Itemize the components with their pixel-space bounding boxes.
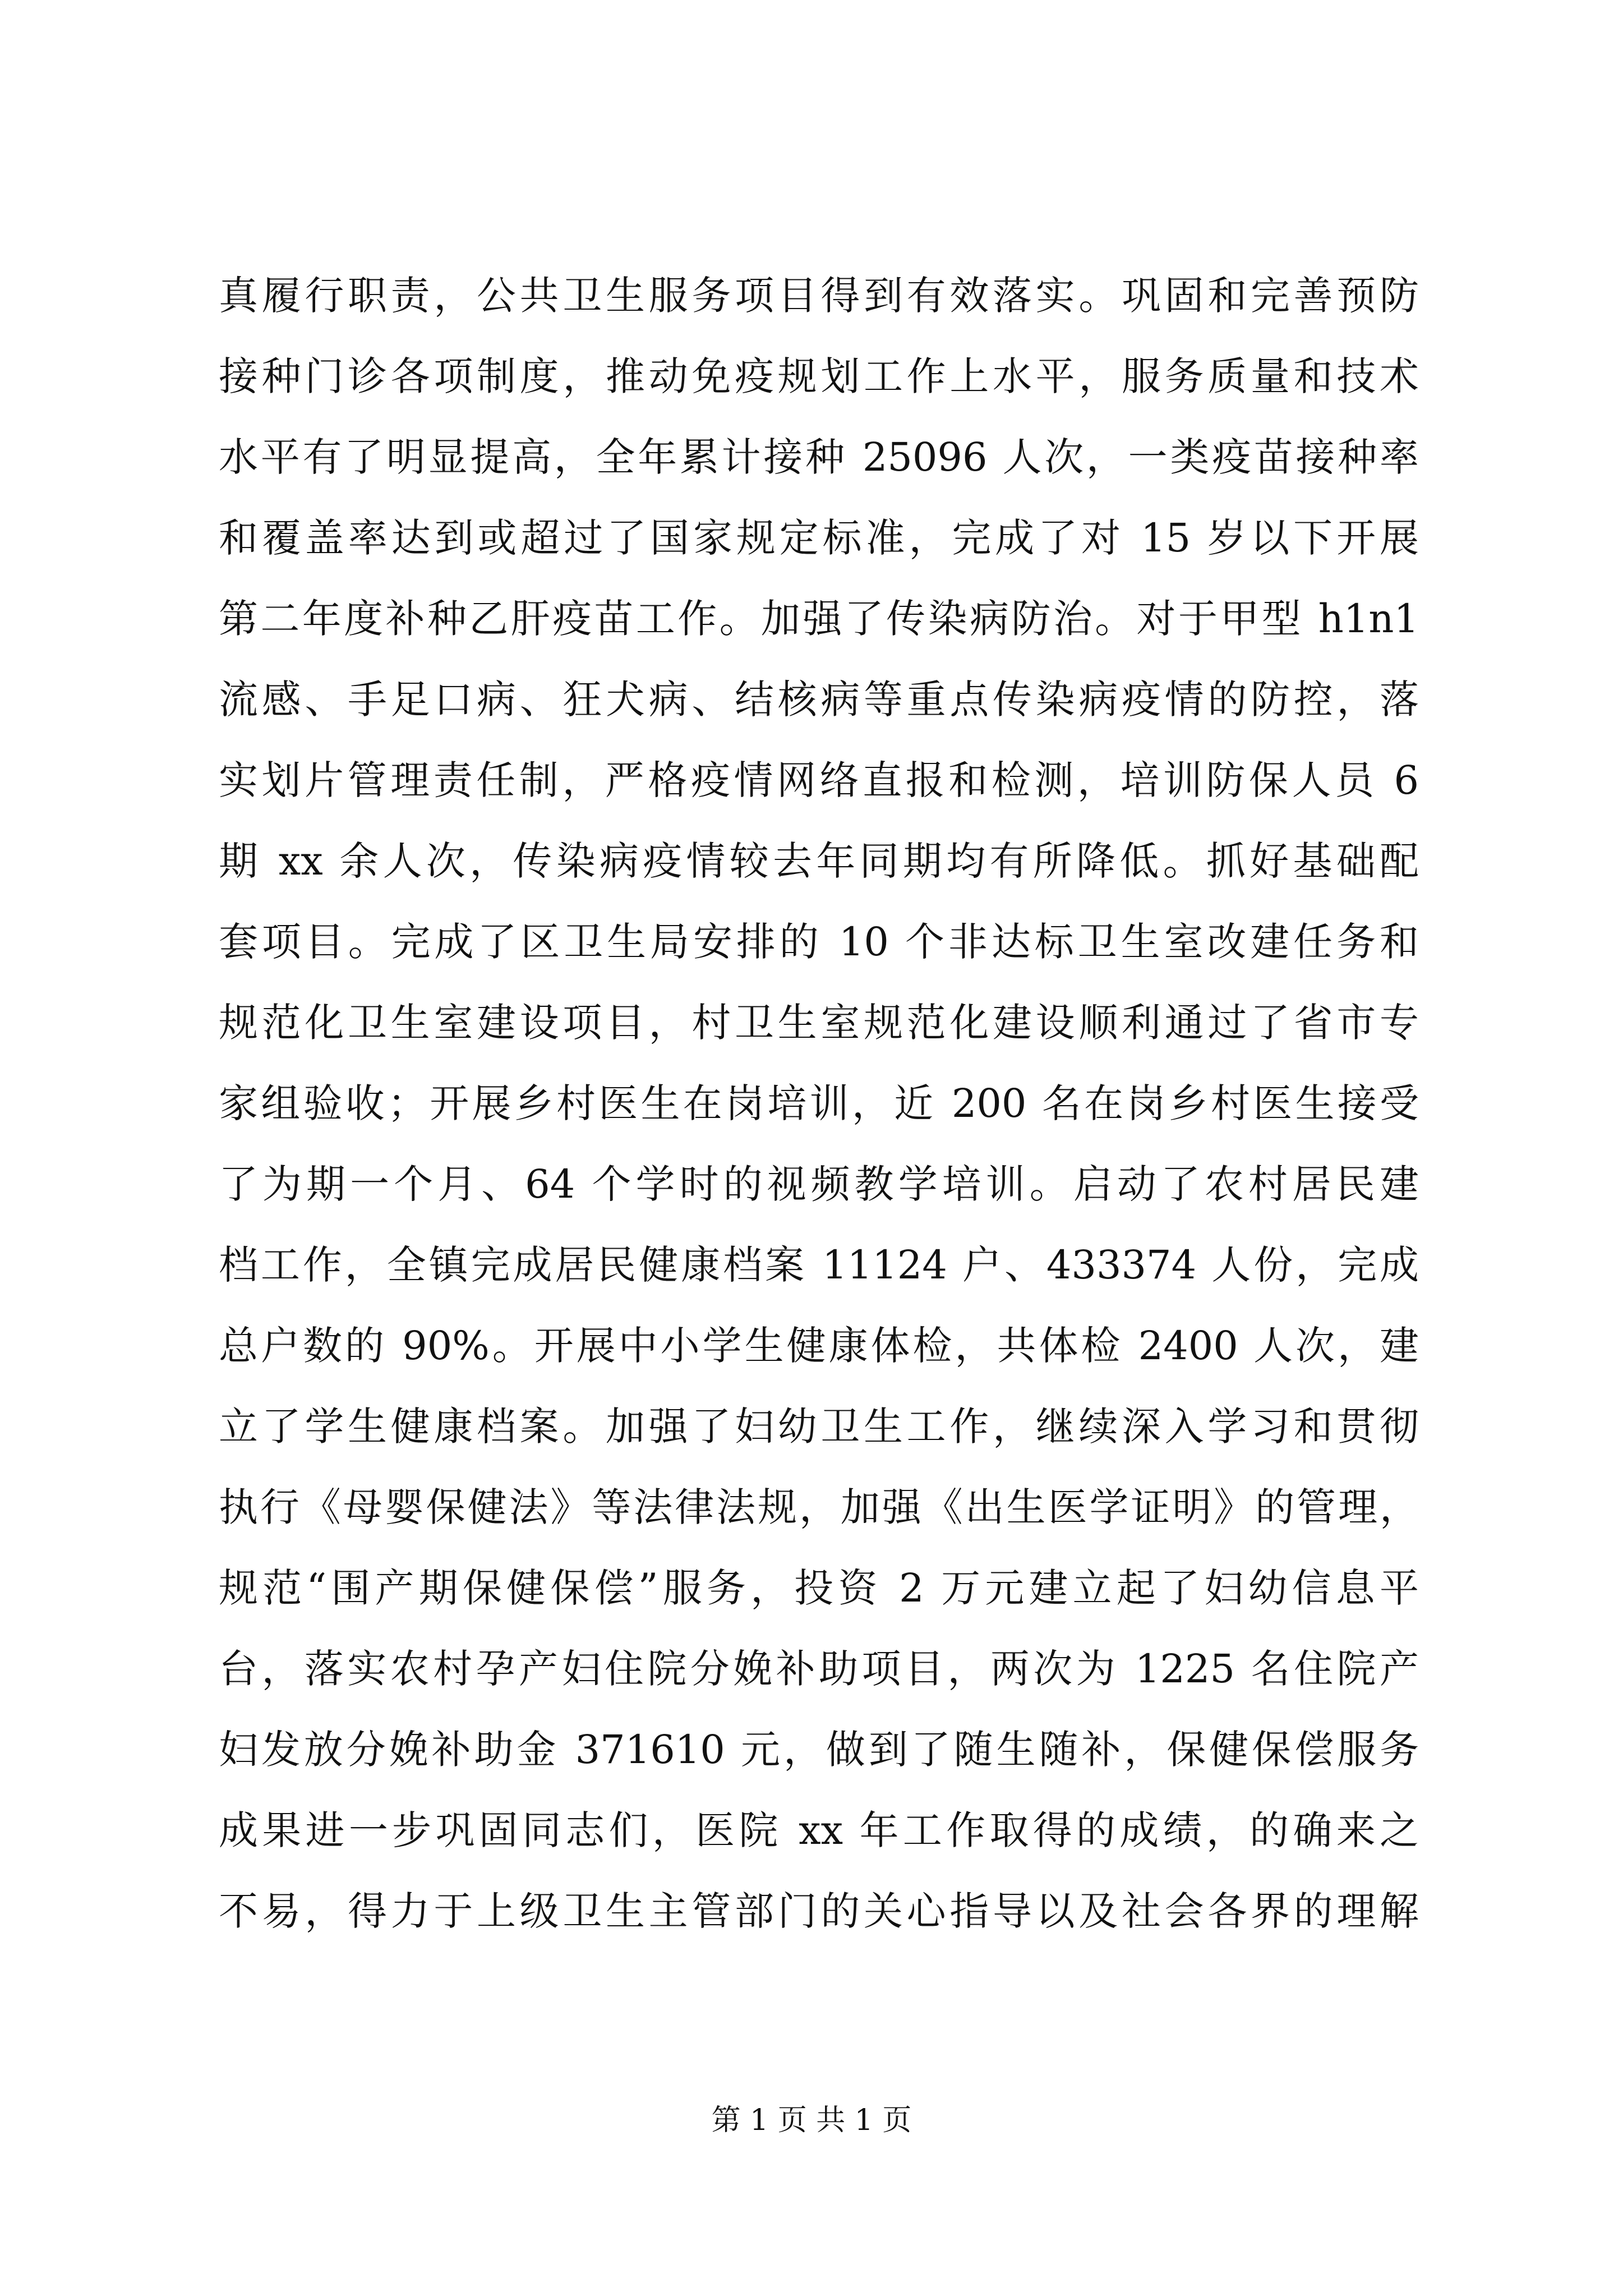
text-line: 实划片管理责任制，严格疫情网络直报和检测，培训防保人员 6 [219,757,1419,803]
text-line: 第二年度补种乙肝疫苗工作。加强了传染病防治。对于甲型 h1n1 [219,596,1419,642]
text-line: 期 xx 余人次，传染病疫情较去年同期均有所降低。抓好基础配 [219,838,1419,884]
text-line: 档工作，全镇完成居民健康档案 11124 户、433374 人份，完成 [219,1242,1419,1288]
text-line: 立了学生健康档案。加强了妇幼卫生工作，继续深入学习和贯彻 [219,1404,1419,1450]
text-line: 接种门诊各项制度，推动免疫规划工作上水平，服务质量和技术 [219,353,1419,399]
body-text [219,255,1419,1952]
text-line: 成果进一步巩固同志们，医院 xx 年工作取得的成绩，的确来之 [219,1807,1419,1853]
text-line: 规范“围产期保健保偿”服务，投资 2 万元建立起了妇幼信息平 [219,1565,1419,1611]
text-line: 台，落实农村孕产妇住院分娩补助项目，两次为 1225 名住院产 [219,1646,1419,1692]
text-line: 总户数的 90%。开展中小学生健康体检，共体检 2400 人次，建 [219,1323,1419,1369]
text-line: 不易，得力于上级卫生主管部门的关心指导以及社会各界的理解 [219,1888,1419,1934]
text-line: 家组验收；开展乡村医生在岗培训，近 200 名在岗乡村医生接受 [219,1080,1419,1126]
text-line: 了为期一个月、64 个学时的视频教学培训。启动了农村居民建 [219,1161,1419,1207]
page-number-footer: 第 1 页 共 1 页 [711,2104,912,2137]
text-line: 妇发放分娩补助金 371610 元，做到了随生随补，保健保偿服务 [219,1727,1419,1773]
text-line: 真履行职责，公共卫生服务项目得到有效落实。巩固和完善预防 [219,273,1419,319]
text-line: 规范化卫生室建设项目，村卫生室规范化建设顺利通过了省市专 [219,1000,1419,1046]
text-line: 执行《母婴保健法》等法律法规，加强《出生医学证明》的管理， [219,1484,1419,1530]
text-line: 套项目。完成了区卫生局安排的 10 个非达标卫生室改建任务和 [219,919,1419,965]
text-line: 流感、手足口病、狂犬病、结核病等重点传染病疫情的防控，落 [219,677,1419,723]
text-line: 和覆盖率达到或超过了国家规定标准，完成了对 15 岁以下开展 [219,515,1419,561]
text-line: 水平有了明显提高，全年累计接种 25096 人次，一类疫苗接种率 [219,434,1419,480]
